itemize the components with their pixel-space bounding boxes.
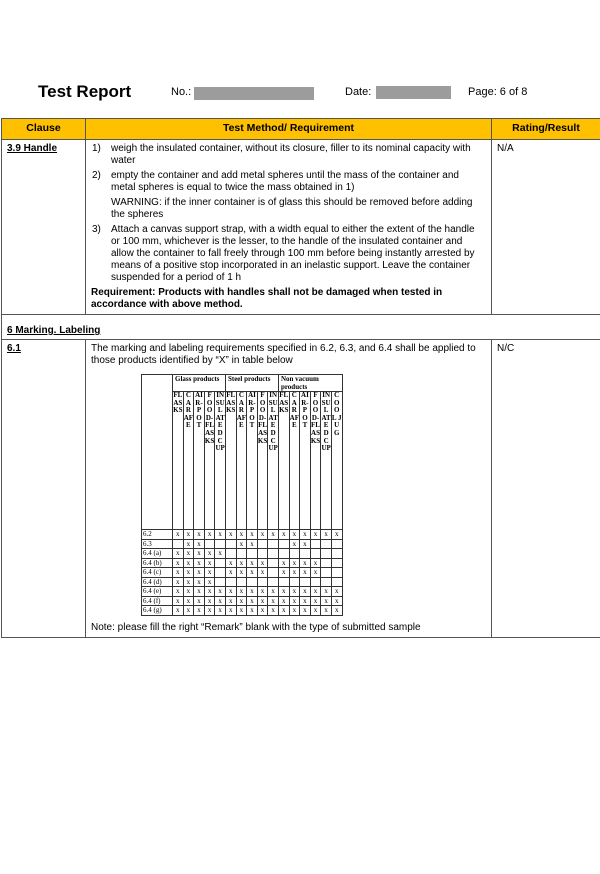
matrix-cell: x <box>289 587 300 597</box>
report-date-label: Date: <box>345 86 372 98</box>
matrix-cell: x <box>247 558 258 568</box>
matrix-cell: x <box>204 558 215 568</box>
step-2 <box>91 170 486 194</box>
matrix-cell: x <box>278 587 289 597</box>
matrix-cell: x <box>194 577 205 587</box>
matrix-cell <box>268 558 279 568</box>
matrix-cell: x <box>204 549 215 559</box>
matrix-cell: x <box>204 587 215 597</box>
matrix-column-header: COOL JUG <box>331 392 342 530</box>
matrix-cell: x <box>310 596 321 606</box>
matrix-row <box>142 539 343 549</box>
matrix-cell: x <box>215 587 226 597</box>
matrix-cell <box>268 549 279 559</box>
step-text: Attach a canvas support strap, with a width equal to either the extent of the handle or 100 mm, whichever is the lesser, to the handle of the insulated container and allow the container to fall freely through 100 mm before being instantly arrested by means of a positive stop incorporated in an inelastic support. Leave the container suspended for a period of 1 h <box>111 224 475 283</box>
matrix-cell: x <box>236 530 247 540</box>
matrix-row-label: 6.4 (a) <box>142 549 173 559</box>
matrix-group-header: Glass products <box>173 375 226 392</box>
matrix-cell: x <box>257 596 268 606</box>
table-header-row <box>2 119 600 140</box>
matrix-cell: x <box>194 558 205 568</box>
matrix-cell <box>278 549 289 559</box>
matrix-cell: x <box>194 596 205 606</box>
matrix-row <box>142 606 343 616</box>
matrix-cell: x <box>225 558 236 568</box>
matrix-row <box>142 558 343 568</box>
matrix-row-label: 6.2 <box>142 530 173 540</box>
matrix-cell: x <box>331 530 342 540</box>
matrix-cell <box>225 549 236 559</box>
matrix-cell: x <box>257 558 268 568</box>
matrix-cell <box>225 539 236 549</box>
matrix-cell: x <box>310 606 321 616</box>
matrix-cell: x <box>300 568 311 578</box>
matrix-cell <box>289 549 300 559</box>
matrix-column-row <box>142 392 343 530</box>
step-number: 1) <box>92 143 101 154</box>
matrix-cell: x <box>289 596 300 606</box>
marking-intro: The marking and labeling requirements specified in 6.2, 6.3, and 6.4 shall be applied to those products identified by “X” in table below <box>91 343 476 366</box>
matrix-cell <box>331 539 342 549</box>
matrix-cell: x <box>173 606 184 616</box>
matrix-cell <box>247 549 258 559</box>
matrix-cell: x <box>247 596 258 606</box>
matrix-cell <box>268 577 279 587</box>
matrix-cell <box>321 549 332 559</box>
matrix-cell: x <box>215 596 226 606</box>
step-text: empty the container and add metal spheres until the mass of the container and metal spheres is equal to twice the mass obtained in 1) <box>111 170 459 193</box>
redacted-report-date <box>376 86 451 99</box>
matrix-group-header: Steel products <box>225 375 278 392</box>
matrix-cell: x <box>331 596 342 606</box>
matrix-cell: x <box>194 587 205 597</box>
report-header <box>0 82 600 104</box>
handle-test-steps <box>91 143 486 194</box>
matrix-cell <box>300 577 311 587</box>
matrix-cell <box>257 539 268 549</box>
matrix-cell <box>321 577 332 587</box>
matrix-cell: x <box>183 530 194 540</box>
handle-requirement: Requirement: Products with handles shall not be damaged when tested in accordance with above method. <box>91 287 443 310</box>
matrix-group-header: Non vacuum products <box>278 375 342 392</box>
matrix-cell <box>300 549 311 559</box>
matrix-cell: x <box>310 530 321 540</box>
matrix-row <box>142 596 343 606</box>
matrix-group-row <box>142 375 343 392</box>
matrix-cell: x <box>183 568 194 578</box>
matrix-cell: x <box>204 596 215 606</box>
matrix-cell: x <box>278 530 289 540</box>
step-number: 3) <box>92 224 101 235</box>
matrix-cell <box>310 577 321 587</box>
matrix-row <box>142 568 343 578</box>
matrix-cell: x <box>173 558 184 568</box>
matrix-cell <box>268 568 279 578</box>
matrix-row <box>142 530 343 540</box>
matrix-cell: x <box>300 606 311 616</box>
handle-test-steps-cont <box>91 224 486 284</box>
report-number-label: No.: <box>171 86 192 98</box>
matrix-cell: x <box>247 568 258 578</box>
report-title: Test Report <box>38 82 132 101</box>
redacted-report-number <box>194 87 314 100</box>
matrix-row <box>142 577 343 587</box>
matrix-cell: x <box>247 587 258 597</box>
matrix-cell <box>331 558 342 568</box>
matrix-column-header: FLASKS <box>173 392 184 530</box>
clause-6-1-method <box>86 340 492 638</box>
matrix-cell: x <box>257 606 268 616</box>
matrix-cell: x <box>225 606 236 616</box>
glass-warning: WARNING: if the inner container is of glass this should be removed before adding the spheres <box>111 197 473 220</box>
page-indicator: Page: 6 of 8 <box>468 86 528 98</box>
matrix-cell <box>215 577 226 587</box>
matrix-cell: x <box>204 606 215 616</box>
matrix-cell: x <box>257 530 268 540</box>
matrix-cell: x <box>289 568 300 578</box>
matrix-row-label: 6.4 (g) <box>142 606 173 616</box>
marking-matrix <box>141 374 343 616</box>
matrix-cell <box>236 549 247 559</box>
matrix-cell: x <box>194 549 205 559</box>
matrix-column-header: AIR-POT <box>194 392 205 530</box>
matrix-cell: x <box>268 596 279 606</box>
matrix-cell: x <box>300 558 311 568</box>
matrix-cell: x <box>321 587 332 597</box>
matrix-cell: x <box>300 596 311 606</box>
clause-6-1-label: 6.1 <box>2 340 86 638</box>
matrix-cell: x <box>183 558 194 568</box>
matrix-cell: x <box>194 606 205 616</box>
matrix-cell: x <box>225 587 236 597</box>
step-1 <box>91 143 486 167</box>
matrix-cell: x <box>278 596 289 606</box>
matrix-cell <box>310 539 321 549</box>
matrix-cell: x <box>236 596 247 606</box>
matrix-column-header: CARAFE <box>289 392 300 530</box>
matrix-cell: x <box>236 539 247 549</box>
matrix-cell: x <box>289 558 300 568</box>
matrix-cell: x <box>183 539 194 549</box>
matrix-column-header: FOOD-FLASKS <box>310 392 321 530</box>
matrix-cell: x <box>268 587 279 597</box>
matrix-cell: x <box>183 577 194 587</box>
matrix-row-label: 6.4 (c) <box>142 568 173 578</box>
matrix-cell: x <box>310 558 321 568</box>
matrix-row-label: 6.4 (e) <box>142 587 173 597</box>
step-3 <box>91 224 486 284</box>
step-text: weigh the insulated container, without its closure, filler to its nominal capacity with water <box>111 143 471 166</box>
matrix-cell: x <box>310 568 321 578</box>
clause-3-9-method <box>86 140 492 315</box>
section-6-heading: 6 Marking. Labeling <box>2 315 600 340</box>
matrix-cell: x <box>215 606 226 616</box>
matrix-cell <box>331 549 342 559</box>
matrix-cell: x <box>183 596 194 606</box>
matrix-cell: x <box>247 539 258 549</box>
matrix-cell: x <box>204 577 215 587</box>
matrix-corner-cell <box>142 375 173 530</box>
matrix-column-header: AIR-POT <box>247 392 258 530</box>
matrix-cell: x <box>215 549 226 559</box>
matrix-cell: x <box>215 530 226 540</box>
matrix-cell: x <box>278 606 289 616</box>
clause-6-1-result: N/C <box>492 340 600 638</box>
matrix-cell: x <box>268 530 279 540</box>
matrix-cell: x <box>300 530 311 540</box>
matrix-cell: x <box>173 596 184 606</box>
clause-3-9-row <box>2 140 600 315</box>
matrix-cell: x <box>173 568 184 578</box>
matrix-cell <box>215 539 226 549</box>
matrix-cell <box>289 577 300 587</box>
matrix-cell <box>257 577 268 587</box>
matrix-cell: x <box>289 606 300 616</box>
matrix-column-header: FLASKS <box>225 392 236 530</box>
matrix-cell <box>215 568 226 578</box>
clause-3-9-label: 3.9 Handle <box>2 140 86 315</box>
matrix-cell: x <box>225 596 236 606</box>
matrix-cell <box>268 539 279 549</box>
matrix-cell <box>310 549 321 559</box>
clause-column-header: Clause <box>2 119 86 140</box>
clause-3-9-result: N/A <box>492 140 600 315</box>
test-report-table <box>1 118 600 638</box>
matrix-column-header: FLASKS <box>278 392 289 530</box>
matrix-cell: x <box>257 587 268 597</box>
matrix-column-header: INSULATED CUP <box>321 392 332 530</box>
matrix-cell <box>278 577 289 587</box>
matrix-cell: x <box>278 558 289 568</box>
matrix-cell: x <box>278 568 289 578</box>
matrix-cell: x <box>247 606 258 616</box>
matrix-row <box>142 549 343 559</box>
matrix-cell <box>331 568 342 578</box>
matrix-cell: x <box>321 530 332 540</box>
matrix-cell <box>173 539 184 549</box>
matrix-column-header: INSULATED CUP <box>215 392 226 530</box>
matrix-cell: x <box>321 596 332 606</box>
matrix-cell: x <box>257 568 268 578</box>
matrix-row-label: 6.4 (f) <box>142 596 173 606</box>
matrix-cell: x <box>300 587 311 597</box>
matrix-cell: x <box>321 606 332 616</box>
matrix-cell <box>321 568 332 578</box>
method-column-header: Test Method/ Requirement <box>86 119 492 140</box>
matrix-column-header: AIR-POT <box>300 392 311 530</box>
matrix-column-header: CARAFE <box>183 392 194 530</box>
matrix-cell: x <box>236 568 247 578</box>
matrix-cell: x <box>331 587 342 597</box>
matrix-cell: x <box>289 530 300 540</box>
matrix-cell: x <box>331 606 342 616</box>
matrix-cell: x <box>173 577 184 587</box>
matrix-row-label: 6.4 (d) <box>142 577 173 587</box>
matrix-cell: x <box>310 587 321 597</box>
section-6-row <box>2 315 600 340</box>
matrix-cell: x <box>204 530 215 540</box>
matrix-cell <box>257 549 268 559</box>
matrix-row-label: 6.3 <box>142 539 173 549</box>
matrix-column-header: CARAFE <box>236 392 247 530</box>
matrix-row <box>142 587 343 597</box>
matrix-cell: x <box>236 606 247 616</box>
matrix-cell: x <box>194 530 205 540</box>
matrix-cell: x <box>173 549 184 559</box>
matrix-cell <box>321 558 332 568</box>
matrix-cell: x <box>194 568 205 578</box>
matrix-cell: x <box>289 539 300 549</box>
matrix-cell <box>204 539 215 549</box>
matrix-cell: x <box>173 530 184 540</box>
matrix-cell <box>278 539 289 549</box>
matrix-column-header: FOOD-FLASKS <box>257 392 268 530</box>
result-column-header: Rating/Result <box>492 119 600 140</box>
matrix-cell <box>247 577 258 587</box>
step-number: 2) <box>92 170 101 181</box>
matrix-row-label: 6.4 (b) <box>142 558 173 568</box>
matrix-cell: x <box>183 549 194 559</box>
matrix-cell: x <box>268 606 279 616</box>
matrix-cell <box>215 558 226 568</box>
matrix-cell: x <box>236 558 247 568</box>
matrix-cell: x <box>183 606 194 616</box>
matrix-cell: x <box>225 568 236 578</box>
remark-note: Note: please fill the right “Remark” blank with the type of submitted sample <box>91 621 421 633</box>
matrix-cell: x <box>183 587 194 597</box>
matrix-cell: x <box>225 530 236 540</box>
matrix-cell: x <box>173 587 184 597</box>
matrix-cell: x <box>204 568 215 578</box>
matrix-cell <box>236 577 247 587</box>
matrix-column-header: INSULATED CUP <box>268 392 279 530</box>
matrix-cell <box>225 577 236 587</box>
matrix-cell <box>331 577 342 587</box>
matrix-cell: x <box>194 539 205 549</box>
matrix-cell: x <box>247 530 258 540</box>
matrix-cell: x <box>236 587 247 597</box>
matrix-cell: x <box>300 539 311 549</box>
matrix-column-header: FOOD-FLASKS <box>204 392 215 530</box>
clause-6-1-row <box>2 340 600 638</box>
matrix-cell <box>321 539 332 549</box>
